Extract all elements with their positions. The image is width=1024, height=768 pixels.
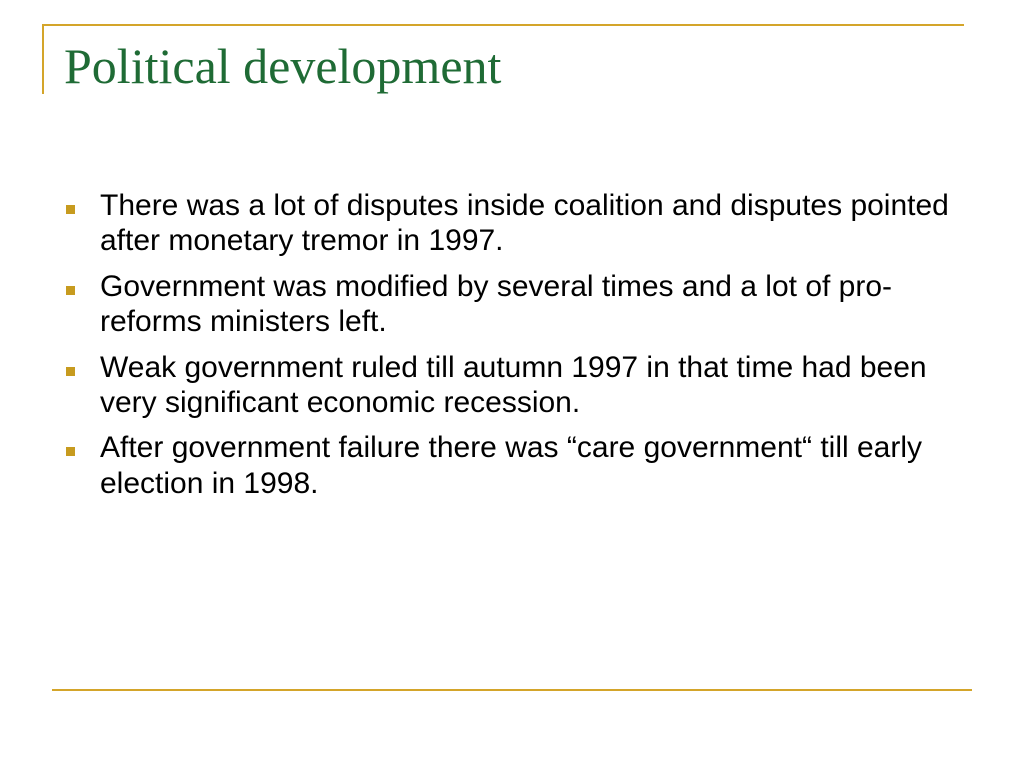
square-bullet-icon	[66, 205, 75, 214]
bullet-text: Weak government ruled till autumn 1997 in that time had been very significant economic recession.	[100, 350, 927, 419]
bullet-list	[60, 188, 970, 511]
square-bullet-icon	[66, 286, 75, 295]
bullet-item	[60, 269, 970, 340]
slide-title: Political development	[64, 38, 502, 94]
bullet-item	[60, 430, 970, 501]
left-border-line	[42, 24, 44, 94]
bullet-text: There was a lot of disputes inside coalition and disputes pointed after monetary tremor in 1997.	[100, 189, 949, 258]
bullet-item	[60, 188, 970, 259]
footer-divider	[52, 689, 972, 691]
square-bullet-icon	[66, 447, 75, 456]
bullet-item	[60, 350, 970, 421]
bullet-text: After government failure there was “care government“ till early election in 1998.	[100, 431, 923, 500]
bullet-text: Government was modified by several times and a lot of pro-reforms ministers left.	[100, 269, 893, 339]
square-bullet-icon	[66, 367, 75, 376]
top-border-line	[42, 24, 964, 26]
